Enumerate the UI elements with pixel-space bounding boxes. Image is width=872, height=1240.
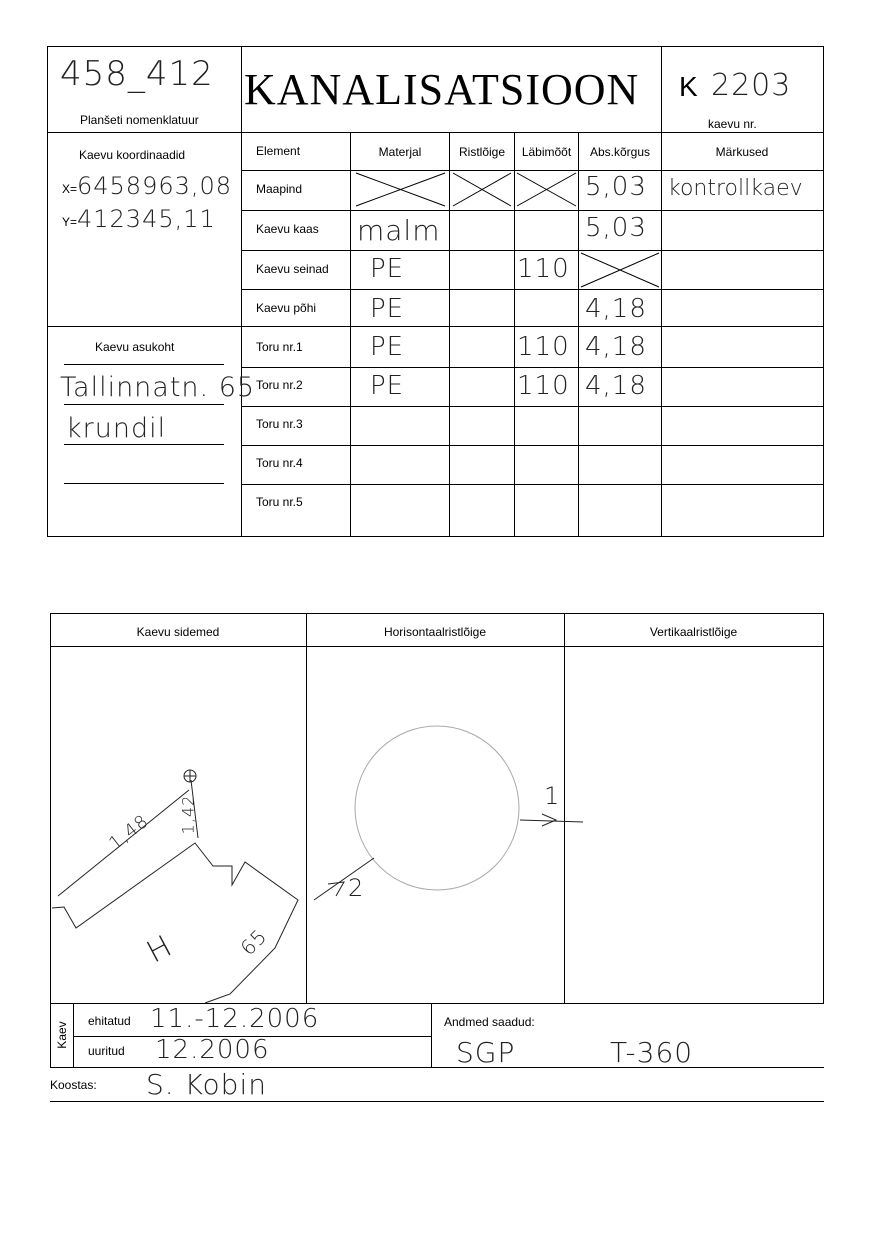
row-element-1: Maapind	[256, 182, 303, 196]
compiled-label: Koostas:	[50, 1078, 97, 1092]
cell-material-row2: malm	[357, 214, 441, 247]
cell-notes-row1: kontrollkaev	[668, 176, 803, 201]
col-header-material: Materjal	[378, 145, 422, 159]
surveyed-label: uuritud	[88, 1044, 125, 1058]
nomenclature-value: 458_412	[60, 54, 214, 94]
cell-abs-height-row4: 4,18	[585, 294, 647, 324]
compiled-value: S. Kobin	[146, 1068, 267, 1101]
cell-abs-height-row6: 4,18	[585, 371, 647, 401]
well-number: 2203	[711, 68, 792, 103]
form-title: KANALISATSIOON	[244, 65, 640, 114]
row-element-6: Toru nr.2	[256, 378, 303, 392]
cell-diameter-row3: 110	[517, 254, 570, 284]
row-element-8: Toru nr.4	[256, 456, 303, 470]
side-label-kaev: Kaev	[55, 1021, 69, 1049]
coordinate-x-prefix: X=	[62, 182, 78, 196]
cell-abs-height-row2: 5,03	[585, 213, 647, 243]
well-prefix: K	[679, 71, 698, 102]
coordinate-y-prefix: Y=	[62, 215, 78, 229]
cell-material-row3: PE	[370, 254, 405, 284]
source-label: Andmed saadud:	[444, 1015, 535, 1029]
pipe-1-label: 1	[544, 782, 561, 810]
panel-title-horizontal: Horisontaalristlõige	[383, 625, 487, 639]
row-element-9: Toru nr.5	[256, 495, 303, 509]
built-value: 11.-12.2006	[150, 1004, 320, 1034]
cell-abs-height-row1: 5,03	[585, 172, 647, 202]
house-letter: H	[141, 928, 179, 971]
coordinates-label: Kaevu koordinaadid	[79, 148, 186, 162]
panel-title-ties: Kaevu sidemed	[136, 625, 220, 639]
cell-abs-height-row5: 4,18	[585, 332, 647, 362]
panel-title-vertical: Vertikaalristlõige	[649, 625, 738, 639]
cell-material-row4: PE	[370, 294, 405, 324]
row-element-7: Toru nr.3	[256, 417, 303, 431]
cell-diameter-row6: 110	[517, 371, 570, 401]
dimension-b: 1,42	[178, 794, 198, 835]
surveyed-value: 12.2006	[155, 1035, 270, 1065]
row-element-4: Kaevu põhi	[256, 301, 317, 315]
nomenclature-label: Planšeti nomenklatuur	[80, 113, 199, 127]
pipe-2-label: 2	[348, 874, 365, 902]
location-line2: krundil	[66, 413, 167, 444]
location-label: Kaevu asukoht	[95, 340, 175, 354]
row-element-2: Kaevu kaas	[256, 222, 319, 236]
row-element-5: Toru nr.1	[256, 340, 303, 354]
col-header-abs-height: Abs.kõrgus	[589, 145, 651, 159]
source-a: SGP	[456, 1036, 516, 1069]
coordinate-y-value: 412345,11	[77, 205, 216, 233]
cell-material-row6: PE	[370, 371, 405, 401]
cell-diameter-row5: 110	[517, 332, 570, 362]
house-number: 65	[235, 923, 272, 961]
dimension-a: 1,48	[105, 810, 153, 855]
built-label: ehitatud	[88, 1014, 131, 1028]
coordinate-x-value: 6458963,08	[77, 172, 233, 200]
col-header-notes: Märkused	[715, 145, 769, 159]
col-header-diameter: Läbimõõt	[521, 145, 572, 159]
col-header-element: Element	[256, 144, 301, 158]
well-number-label: kaevu nr.	[708, 117, 757, 131]
cell-material-row5: PE	[370, 332, 405, 362]
row-element-3: Kaevu seinad	[256, 262, 329, 276]
col-header-cross-section: Ristlõige	[458, 145, 506, 159]
location-line1: Tallinnatn. 65	[60, 372, 256, 403]
source-b: T-360	[610, 1036, 694, 1069]
